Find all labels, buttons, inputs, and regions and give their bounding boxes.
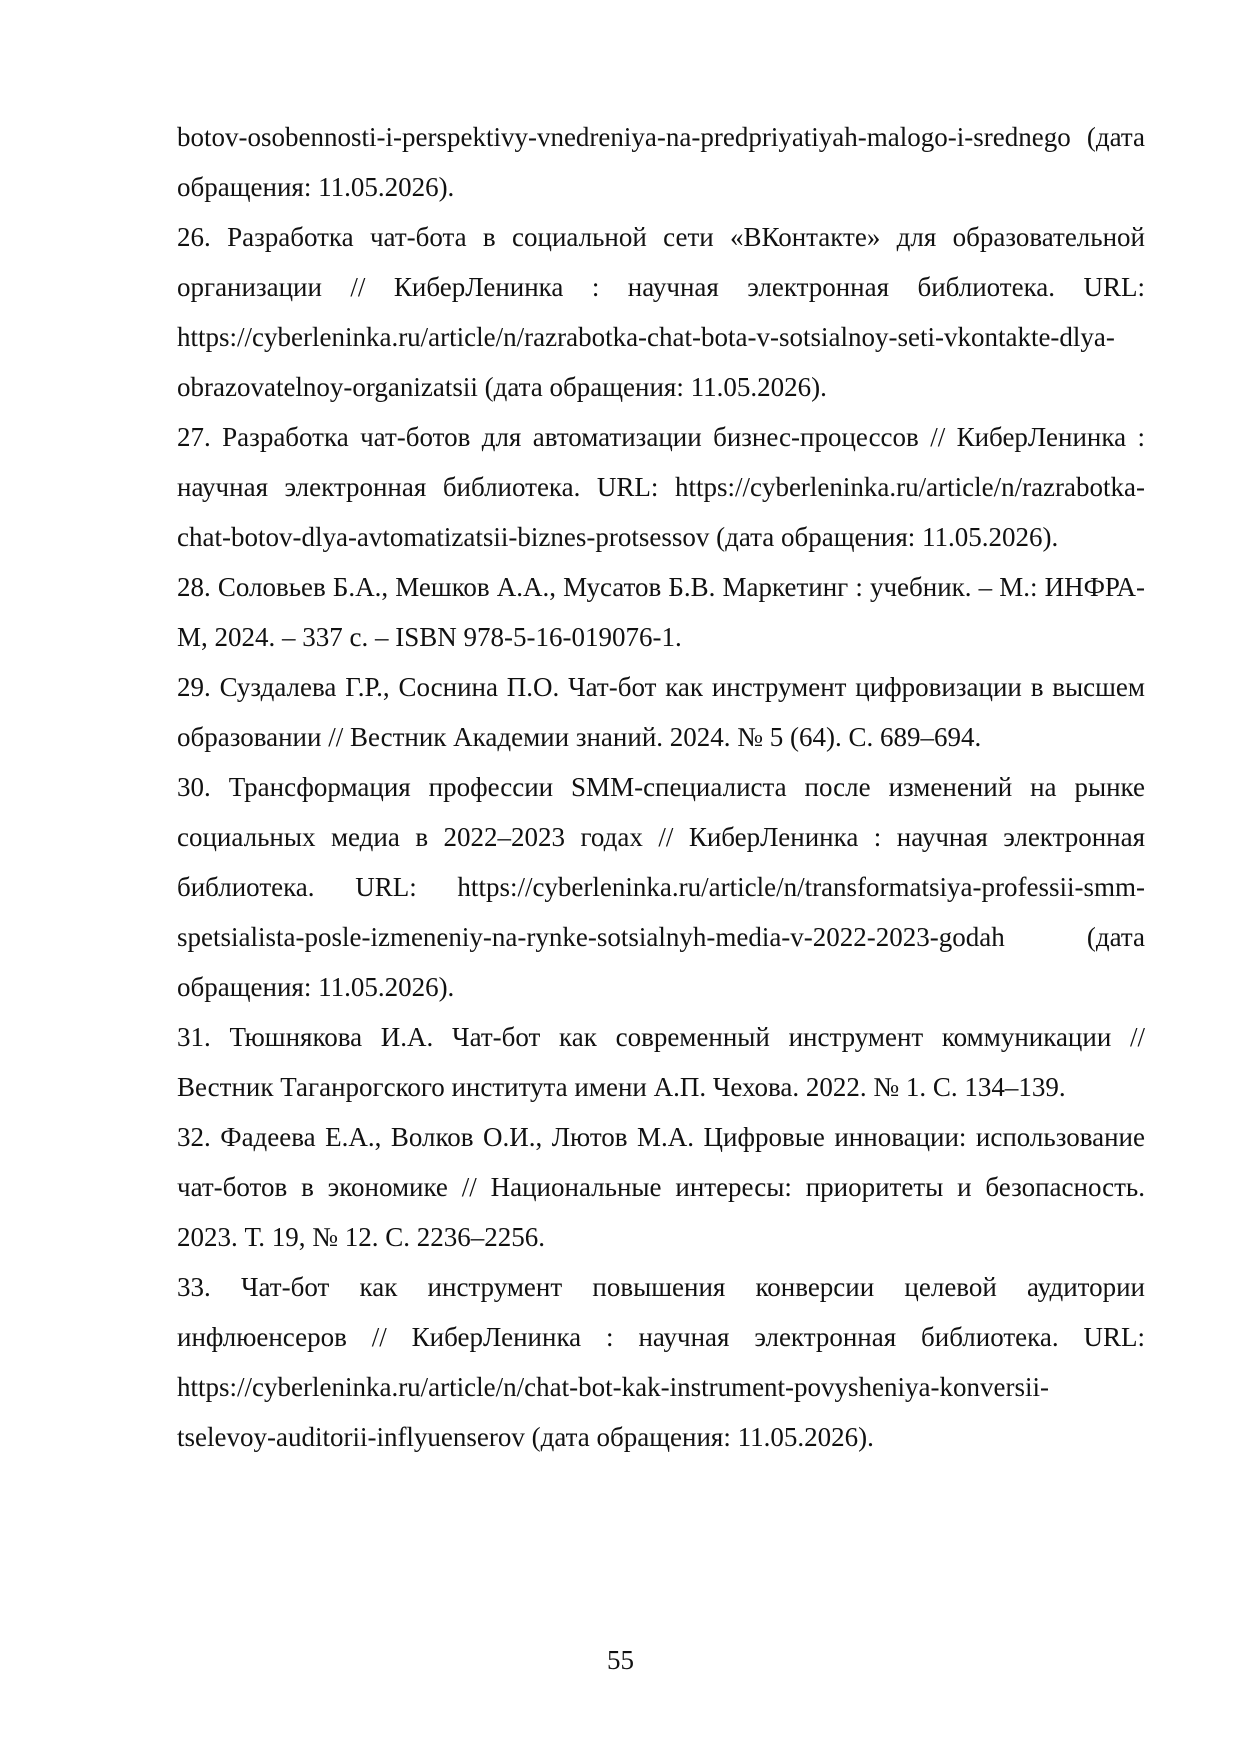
reference-item-28: 28. Соловьев Б.А., Мешков А.А., Мусатов Б.В. Маркетинг : учебник. – М.: ИНФРА-М, 2024. – 337 с. – ISBN 978-5-16-019076-1. xyxy=(177,572,1145,652)
reference-list xyxy=(177,112,1145,1462)
page-number: 55 xyxy=(607,1645,634,1675)
reference-item-33: 33. Чат-бот как инструмент повышения конверсии целевой аудитории инфлюенсеров // КиберЛенинка : научная электронная библиотека. URL: https://cyberleninka.ru/article/n/chat-bot-kak-instrument-povysheniya-konversii-tselevoy-auditorii-inflyuenserov (дата обращения: 11.05.2026). xyxy=(177,1272,1145,1452)
reference-item-30: 30. Трансформация профессии SMM-специалиста после изменений на рынке социальных медиа в 2022–2023 годах // КиберЛенинка : научная электронная библиотека. URL: https://cyberleninka.ru/article/n/transformatsiya-professii-smm-spetsialista-posle-izmeneniy-na-rynke-sotsialnyh-media-v-2022-2023-godah (дата обращения: 11.05.2026). xyxy=(177,772,1145,1002)
reference-item-27: 27. Разработка чат-ботов для автоматизации бизнес-процессов // КиберЛенинка : научная электронная библиотека. URL: https://cyberleninka.ru/article/n/razrabotka-chat-botov-dlya-avtomatizatsii-biznes-protsessov (дата обращения: 11.05.2026). xyxy=(177,422,1145,552)
reference-item-25-continued: botov-osobennosti-i-perspektivy-vnedreniya-na-predpriyatiyah-malogo-i-srednego (дата обращения: 11.05.2026). xyxy=(177,122,1145,202)
reference-item-29: 29. Суздалева Г.Р., Соснина П.О. Чат-бот как инструмент цифровизации в высшем образовании // Вестник Академии знаний. 2024. № 5 (64). С. 689–694. xyxy=(177,672,1145,752)
reference-item-32: 32. Фадеева Е.А., Волков О.И., Лютов М.А. Цифровые инновации: использование чат-ботов в экономике // Национальные интересы: приоритеты и безопасность. 2023. Т. 19, № 12. С. 2236–2256. xyxy=(177,1122,1145,1252)
reference-item-31: 31. Тюшнякова И.А. Чат-бот как современный инструмент коммуникации // Вестник Таганрогского института имени А.П. Чехова. 2022. № 1. С. 134–139. xyxy=(177,1022,1145,1102)
reference-item-26: 26. Разработка чат-бота в социальной сети «ВКонтакте» для образовательной организации // КиберЛенинка : научная электронная библиотека. URL: https://cyberleninka.ru/article/n/razrabotka-chat-bota-v-sotsialnoy-seti-vkontakte-dlya-obrazovatelnoy-organizatsii (дата обращения: 11.05.2026). xyxy=(177,222,1145,402)
